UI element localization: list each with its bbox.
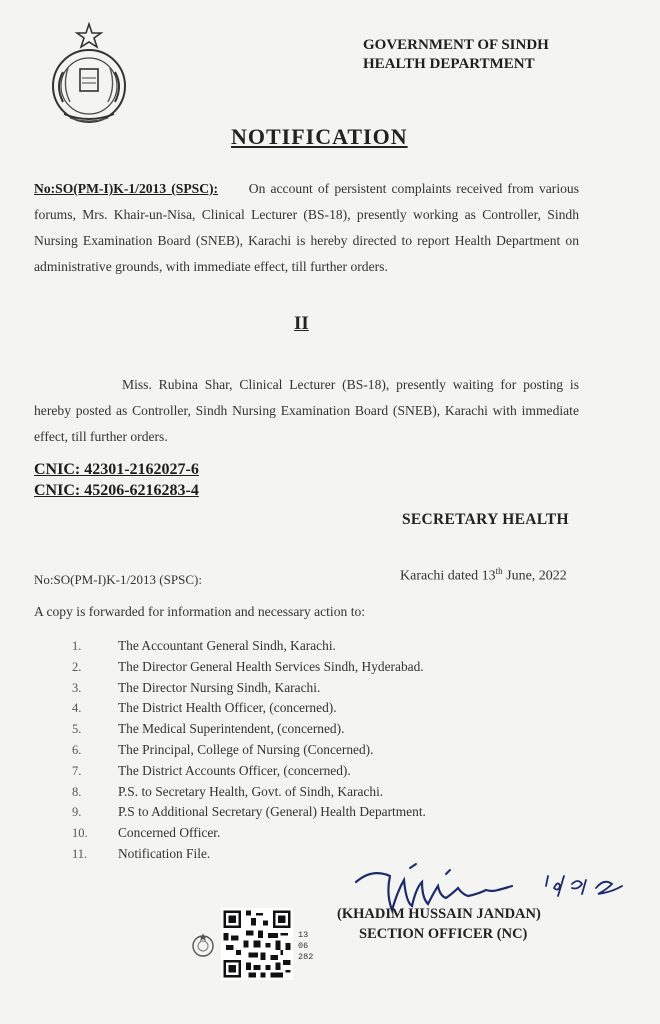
signatory-name: (KHADIM HUSSAIN JANDAN) bbox=[337, 906, 541, 922]
list-item-number: 3. bbox=[72, 680, 82, 695]
recipient-list bbox=[72, 636, 426, 865]
qr-code-icon bbox=[221, 908, 293, 980]
list-item-text: The Director General Health Services Sindh, Hyderabad. bbox=[118, 658, 424, 674]
paragraph-one-text: On account of persistent complaints received from various forums, Mrs. Khair-un-Nisa, Clinical Lecturer (BS-18), presently working as Controller, Sindh Nursing Examination Board (SNEB), Karachi is hereby directed to report Health Department on administrative grounds, with immediate effect, till further orders. bbox=[34, 181, 579, 274]
list-item-text: The Principal, College of Nursing (Concerned). bbox=[118, 741, 374, 757]
qr-number-line: 282 bbox=[298, 952, 314, 962]
list-item-number: 5. bbox=[72, 722, 82, 737]
list-item-text: The Director Nursing Sindh, Karachi. bbox=[118, 679, 321, 695]
cnic-two: CNIC: 45206-6216283-4 bbox=[34, 482, 199, 499]
paragraph-one bbox=[34, 176, 579, 280]
qr-number-line: 13 bbox=[298, 930, 309, 940]
list-item bbox=[72, 740, 426, 761]
list-item-text: The District Accounts Officer, (concerned). bbox=[118, 762, 351, 778]
paragraph-two: Miss. Rubina Shar, Clinical Lecturer (BS-18), presently waiting for posting is hereby posted as Controller, Sindh Nursing Examination Board (SNEB), Karachi with immediate effect, till further orders. bbox=[34, 377, 579, 444]
cnic-one: CNIC: 42301-2162027-6 bbox=[34, 461, 199, 478]
page-title: NOTIFICATION bbox=[231, 124, 408, 149]
reference-number: No:SO(PM-I)K-1/2013 (SPSC): bbox=[34, 181, 219, 196]
list-item-number: 2. bbox=[72, 659, 82, 674]
qr-code-number bbox=[298, 930, 313, 963]
list-item bbox=[72, 782, 426, 803]
list-item-number: 6. bbox=[72, 742, 82, 757]
copy-forwarded-line: A copy is forwarded for information and necessary action to: bbox=[34, 604, 366, 619]
list-item bbox=[72, 802, 426, 823]
copy-reference-number: No:SO(PM-I)K-1/2013 (SPSC): bbox=[34, 572, 202, 587]
section-two-heading: II bbox=[294, 313, 309, 334]
date-prefix: Karachi dated 13 bbox=[400, 568, 496, 584]
list-item-number: 7. bbox=[72, 763, 82, 778]
date-line bbox=[400, 566, 567, 585]
small-seal-icon bbox=[190, 932, 216, 958]
list-item-text: The District Health Officer, (concerned). bbox=[118, 700, 337, 716]
list-item bbox=[72, 761, 426, 782]
list-item-number: 1. bbox=[72, 639, 82, 653]
header-line-government: GOVERNMENT OF SINDH bbox=[363, 37, 549, 53]
list-item bbox=[72, 698, 426, 719]
list-item-text: Concerned Officer. bbox=[118, 825, 221, 841]
date-suffix: June, 2022 bbox=[502, 568, 567, 584]
header-line-department: HEALTH DEPARTMENT bbox=[363, 56, 535, 72]
signatory-title: SECTION OFFICER (NC) bbox=[359, 926, 528, 942]
list-item bbox=[72, 636, 426, 657]
date-suffix-sup: th bbox=[495, 566, 503, 576]
sindh-government-seal-icon bbox=[44, 22, 134, 126]
list-item-number: 8. bbox=[72, 784, 82, 799]
secretary-health: SECRETARY HEALTH bbox=[402, 511, 569, 528]
qr-number-line: 06 bbox=[298, 941, 309, 951]
list-item-text: The Accountant General Sindh, Karachi. bbox=[118, 638, 336, 653]
list-item-number: 10. bbox=[72, 826, 88, 841]
list-item bbox=[72, 719, 426, 740]
list-item-text: Notification File. bbox=[118, 845, 211, 861]
list-item-number: 9. bbox=[72, 805, 82, 820]
list-item-text: The Medical Superintendent, (concerned). bbox=[118, 721, 345, 737]
list-item bbox=[72, 823, 426, 844]
list-item-number: 11. bbox=[72, 846, 88, 861]
list-item-text: P.S to Additional Secretary (General) Health Department. bbox=[118, 804, 426, 820]
list-item-number: 4. bbox=[72, 701, 82, 716]
government-header bbox=[363, 36, 549, 74]
list-item bbox=[72, 678, 426, 699]
list-item bbox=[72, 657, 426, 678]
list-item-text: P.S. to Secretary Health, Govt. of Sindh, Karachi. bbox=[118, 783, 384, 799]
